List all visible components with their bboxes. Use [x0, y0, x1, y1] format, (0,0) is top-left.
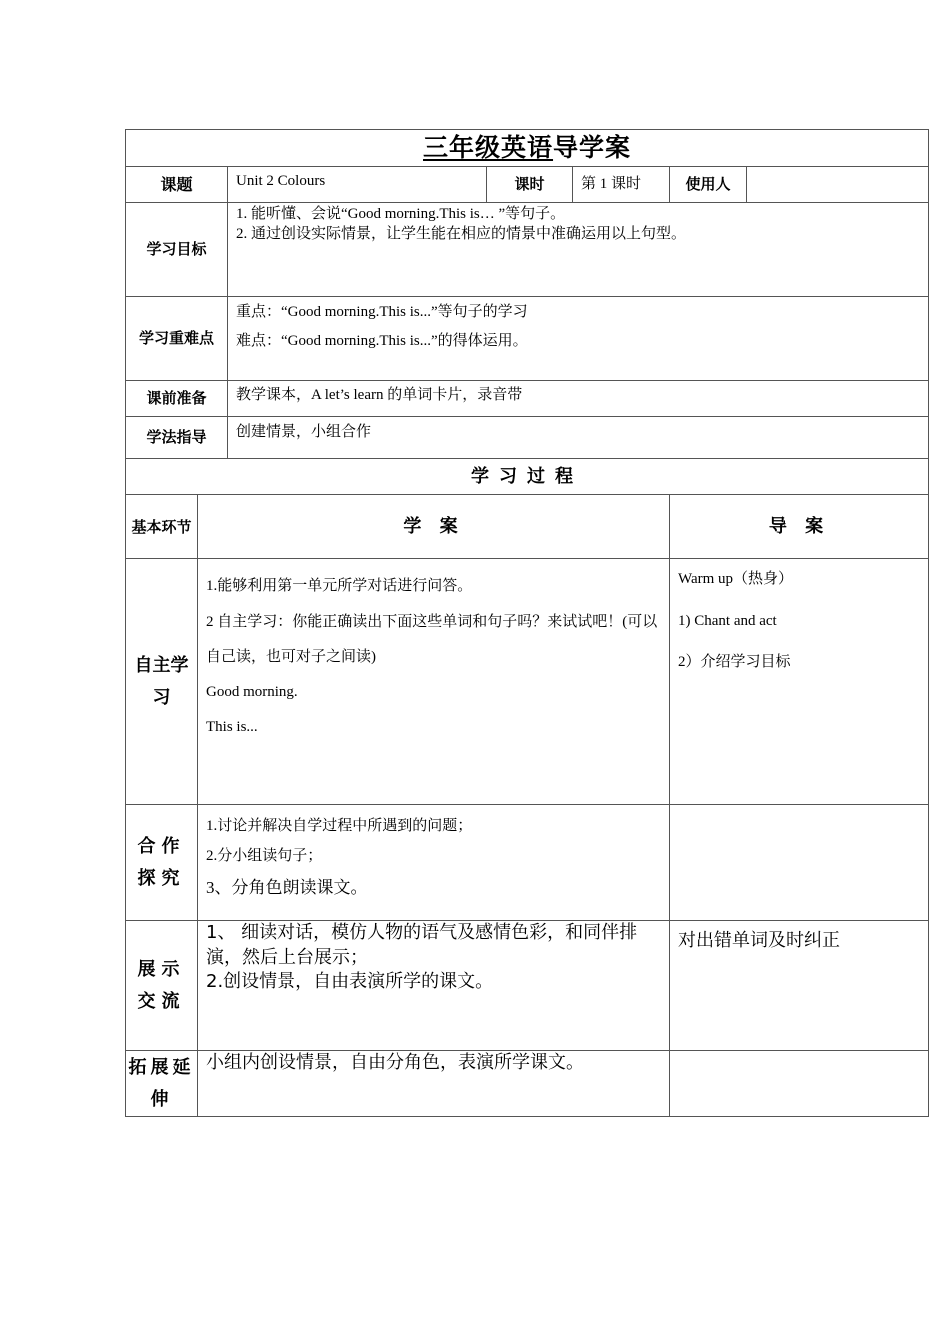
guide-line: 对出错单词及时纠正 — [678, 930, 840, 952]
period-value: 第 1 课时 — [573, 167, 670, 203]
title-grade: 三年级 — [423, 133, 502, 162]
title-subject: 英语 — [501, 133, 554, 162]
guide-line: Warm up（热身） — [678, 571, 794, 588]
study-line: 1.能够利用第一单元所学对话进行问答。 — [206, 578, 473, 595]
topic-label: 课题 — [126, 167, 228, 203]
guide-line: 2）介绍学习目标 — [678, 653, 791, 670]
stage-extension: 拓展延伸 — [126, 1051, 198, 1117]
study-line: 1.讨论并解决自学过程中所遇到的问题； — [206, 818, 473, 835]
study-line: 2.创设情景，自由表演所学的课文。 — [206, 970, 494, 992]
stage-presentation: 展示交流 — [126, 921, 198, 1051]
key-points-content — [228, 297, 929, 381]
study-line: 1、 细读对话，模仿人物的语气及感情色彩，和同伴排演，然后上台展示； — [206, 922, 638, 968]
topic-value: Unit 2 Colours — [228, 167, 487, 203]
title-doc-type: 导学案 — [553, 133, 632, 162]
user-value — [747, 167, 929, 203]
goals-content — [228, 203, 929, 297]
study-line: 3、分角色朗读课文。 — [206, 878, 368, 898]
method-value: 创建情景，小组合作 — [228, 417, 929, 459]
study-guide-sheet — [125, 129, 840, 1117]
preparation-label: 课前准备 — [126, 381, 228, 417]
key-focus: 重点：“Good morning.This is...”等句子的学习 — [236, 304, 528, 321]
study-line: 小组内创设情景，自由分角色，表演所学课文。 — [206, 1052, 584, 1074]
key-difficulty: 难点：“Good morning.This is...”的得体运用。 — [236, 332, 528, 349]
study-line: 2 自主学习：你能正确读出下面这些单词和句子吗？来试试吧！(可以自己读，也可对子之间读) — [206, 613, 658, 665]
period-label: 课时 — [487, 167, 573, 203]
study-cooperative — [198, 805, 670, 921]
study-guide-table — [125, 129, 929, 1117]
user-label: 使用人 — [670, 167, 747, 203]
study-line: 2.分小组读句子； — [206, 848, 323, 865]
goals-label: 学习目标 — [126, 203, 228, 297]
guide-presentation — [670, 921, 929, 1051]
study-extension — [198, 1051, 670, 1117]
method-label: 学法指导 — [126, 417, 228, 459]
preparation-value: 教学课本，A let’s learn 的单词卡片，录音带 — [228, 381, 929, 417]
process-title: 学习过程 — [126, 459, 929, 495]
page-title — [423, 133, 631, 162]
key-points-label: 学习重难点 — [126, 297, 228, 381]
study-presentation — [198, 921, 670, 1051]
study-line: This is... — [206, 719, 258, 736]
guide-self-study — [670, 559, 929, 805]
col-study-header: 学 案 — [198, 495, 670, 559]
goal-item: 2. 通过创设实际情景，让学生能在相应的情景中准确运用以上句型。 — [236, 225, 687, 242]
study-line: Good morning. — [206, 684, 298, 700]
stage-cooperative: 合作探究 — [126, 805, 198, 921]
goal-item: 1. 能听懂、会说“Good morning.This is… ”等句子。 — [236, 206, 566, 223]
guide-extension — [670, 1051, 929, 1117]
col-stage-header: 基本环节 — [126, 495, 198, 559]
stage-self-study: 自主学习 — [126, 559, 198, 805]
col-guide-header: 导 案 — [670, 495, 929, 559]
guide-line: 1) Chant and act — [678, 612, 777, 629]
study-self-study — [198, 559, 670, 805]
title-cell — [126, 130, 929, 167]
guide-cooperative — [670, 805, 929, 921]
